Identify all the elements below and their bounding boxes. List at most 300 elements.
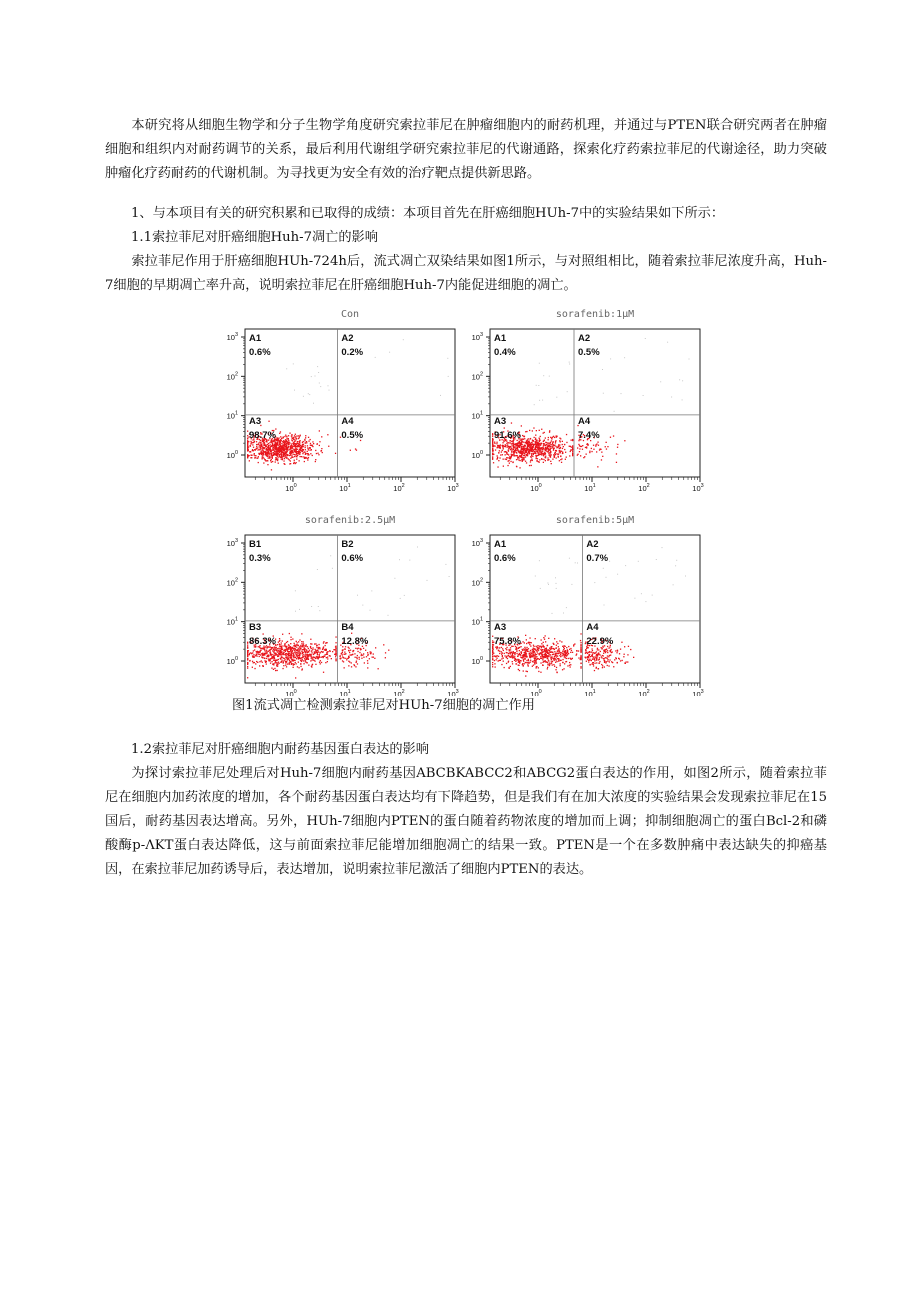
event-dot (253, 656, 254, 657)
event-dot (516, 648, 517, 649)
event-dot (279, 433, 280, 434)
event-dot (247, 450, 248, 451)
event-dot (630, 649, 631, 650)
event-dot (260, 655, 261, 656)
event-dot (689, 359, 690, 360)
event-dot (302, 456, 303, 457)
event-dot (572, 440, 573, 441)
event-dot (274, 454, 275, 455)
event-dot (287, 651, 288, 652)
event-dot (299, 444, 300, 445)
event-dot (541, 643, 542, 644)
event-dot (554, 651, 555, 652)
event-dot (524, 652, 525, 653)
event-dot (542, 654, 543, 655)
event-dot (538, 658, 539, 659)
event-dot (544, 661, 545, 662)
event-dot (273, 441, 274, 442)
event-dot (514, 455, 515, 456)
event-dot (572, 455, 573, 456)
event-dot (287, 454, 288, 455)
event-dot (266, 653, 267, 654)
event-dot (531, 444, 532, 445)
event-dot (307, 445, 308, 446)
event-dot (285, 653, 286, 654)
event-dot (274, 657, 275, 658)
event-dot (298, 667, 299, 668)
event-dot (345, 658, 346, 659)
event-dot (501, 651, 502, 652)
event-dot (586, 661, 587, 662)
event-dot (607, 659, 608, 660)
event-dot (511, 445, 512, 446)
event-dot (247, 448, 248, 449)
event-dot (547, 653, 548, 654)
event-dot (259, 665, 260, 666)
event-dot (247, 666, 248, 667)
event-dot (520, 456, 521, 457)
flow-cytometry-figure (200, 296, 720, 696)
event-dot (256, 444, 257, 445)
event-dot (550, 446, 551, 447)
event-dot (304, 457, 305, 458)
event-dot (323, 642, 324, 643)
event-dot (540, 662, 541, 663)
event-dot (351, 662, 352, 663)
event-dot (562, 444, 563, 445)
event-dot (538, 649, 539, 650)
event-dot (288, 655, 289, 656)
event-dot (289, 443, 290, 444)
event-dot (259, 661, 260, 662)
event-dot (334, 649, 335, 650)
event-dot (530, 443, 531, 444)
event-dot (622, 660, 623, 661)
event-dot (308, 437, 309, 438)
event-dot (285, 457, 286, 458)
event-dot (299, 451, 300, 452)
event-dot (604, 666, 605, 667)
event-dot (356, 657, 357, 658)
event-dot (280, 448, 281, 449)
event-dot (662, 547, 663, 548)
event-dot (291, 439, 292, 440)
x-tick-label: $10^0$ (530, 483, 542, 493)
event-dot (275, 446, 276, 447)
event-dot (539, 448, 540, 449)
event-dot (557, 653, 558, 654)
event-dot (514, 451, 515, 452)
event-dot (598, 445, 599, 446)
event-dot (267, 464, 268, 465)
event-dot (275, 459, 276, 460)
event-dot (289, 459, 290, 460)
event-dot (591, 656, 592, 657)
event-dot (519, 441, 520, 442)
event-dot (526, 441, 527, 442)
event-dot (495, 656, 496, 657)
event-dot (271, 469, 272, 470)
event-dot (335, 659, 336, 660)
event-dot (294, 651, 295, 652)
event-dot (291, 664, 292, 665)
event-dot (342, 652, 343, 653)
event-dot (272, 458, 273, 459)
event-dot (541, 647, 542, 648)
event-dot (275, 442, 276, 443)
event-dot (536, 430, 537, 431)
event-dot (267, 656, 268, 657)
event-dot (588, 652, 589, 653)
event-dot (276, 662, 277, 663)
event-dot (545, 437, 546, 438)
event-dot (280, 662, 281, 663)
event-dot (542, 659, 543, 660)
event-dot (508, 655, 509, 656)
event-dot (497, 457, 498, 458)
event-dot (627, 654, 628, 655)
event-dot (305, 453, 306, 454)
event-dot (295, 447, 296, 448)
event-dot (353, 650, 354, 651)
event-dot (284, 659, 285, 660)
event-dot (593, 657, 594, 658)
event-dot (554, 448, 555, 449)
event-dot (595, 657, 596, 658)
event-dot (523, 442, 524, 443)
event-dot (585, 650, 586, 651)
event-dot (367, 652, 368, 653)
event-dot (334, 654, 335, 655)
event-dot (607, 446, 608, 447)
event-dot (498, 460, 499, 461)
event-dot (263, 451, 264, 452)
event-dot (588, 654, 589, 655)
section-1-heading: 1、与本项目有关的研究积累和已取得的成绩：本项目首先在肝癌细胞HUh-7中的实验结果如下所示： (131, 206, 725, 221)
event-dot (627, 661, 628, 662)
event-dot (292, 650, 293, 651)
event-dot (617, 447, 618, 448)
event-dot (303, 652, 304, 653)
event-dot (447, 358, 448, 359)
event-dot (259, 445, 260, 446)
event-dot (394, 578, 395, 579)
event-dot (541, 653, 542, 654)
event-dot (307, 646, 308, 647)
event-dot (516, 452, 517, 453)
event-dot (555, 446, 556, 447)
event-dot (280, 446, 281, 447)
event-dot (505, 444, 506, 445)
event-dot (602, 655, 603, 656)
event-dot (512, 462, 513, 463)
event-dot (302, 449, 303, 450)
event-dot (269, 659, 270, 660)
event-dot (319, 662, 320, 663)
event-dot (528, 651, 529, 652)
event-dot (537, 458, 538, 459)
event-dot (258, 462, 259, 463)
event-dot (318, 647, 319, 648)
event-dot (355, 648, 356, 649)
event-dot (571, 584, 572, 585)
event-dot (523, 659, 524, 660)
event-dot (499, 651, 500, 652)
event-dot (554, 456, 555, 457)
event-dot (361, 655, 362, 656)
event-dot (589, 452, 590, 453)
event-dot (370, 651, 371, 652)
event-dot (521, 452, 522, 453)
event-dot (596, 662, 597, 663)
event-dot (250, 455, 251, 456)
event-dot (318, 657, 319, 658)
event-dot (296, 446, 297, 447)
event-dot (624, 357, 625, 358)
event-dot (524, 455, 525, 456)
event-dot (551, 454, 552, 455)
event-dot (289, 433, 290, 434)
event-dot (543, 446, 544, 447)
event-dot (340, 658, 341, 659)
event-dot (596, 451, 597, 452)
event-dot (306, 644, 307, 645)
event-dot (589, 659, 590, 660)
event-dot (606, 442, 607, 443)
event-dot (606, 577, 607, 578)
event-dot (511, 451, 512, 452)
event-dot (527, 446, 528, 447)
event-dot (525, 461, 526, 462)
event-dot (279, 644, 280, 645)
event-dot (264, 459, 265, 460)
event-dot (279, 444, 280, 445)
event-dot (536, 458, 537, 459)
event-dot (543, 455, 544, 456)
event-dot (505, 454, 506, 455)
event-dot (566, 434, 567, 435)
event-dot (253, 447, 254, 448)
event-dot (524, 663, 525, 664)
event-dot (319, 610, 320, 611)
event-dot (357, 658, 358, 659)
event-dot (297, 649, 298, 650)
event-dot (291, 434, 292, 435)
quadrant-percentage: 7.4% (578, 429, 600, 441)
event-dot (299, 442, 300, 443)
event-dot (625, 663, 626, 664)
event-dot (317, 366, 318, 367)
event-dot (572, 454, 573, 455)
quadrant-percentage: 0.5% (578, 347, 600, 358)
event-dot (591, 451, 592, 452)
event-dot (527, 455, 528, 456)
event-dot (519, 444, 520, 445)
event-dot (593, 449, 594, 450)
event-dot (569, 446, 570, 447)
event-dot (497, 445, 498, 446)
event-dot (607, 652, 608, 653)
event-dot (286, 457, 287, 458)
event-dot (585, 447, 586, 448)
event-dot (554, 660, 555, 661)
event-dot (343, 657, 344, 658)
event-dot (537, 461, 538, 462)
event-dot (399, 559, 400, 560)
event-dot (597, 649, 598, 650)
event-dot (529, 637, 530, 638)
event-dot (559, 444, 560, 445)
event-dot (527, 662, 528, 663)
event-dot (492, 658, 493, 659)
event-dot (521, 459, 522, 460)
event-dot (348, 665, 349, 666)
event-dot (278, 659, 279, 660)
event-dot (547, 668, 548, 669)
event-dot (312, 649, 313, 650)
event-dot (284, 458, 285, 459)
event-dot (588, 657, 589, 658)
y-tick-label: $10^1$ (226, 410, 238, 421)
event-dot (539, 430, 540, 431)
event-dot (311, 665, 312, 666)
event-dot (306, 649, 307, 650)
event-dot (259, 454, 260, 455)
event-dot (511, 656, 512, 657)
event-dot (350, 650, 351, 651)
event-dot (293, 645, 294, 646)
event-dot (299, 440, 300, 441)
event-dot (606, 448, 607, 449)
event-dot (357, 595, 358, 596)
event-dot (620, 649, 621, 650)
event-dot (307, 458, 308, 459)
event-dot (247, 455, 248, 456)
event-dot (325, 662, 326, 663)
event-dot (294, 439, 295, 440)
event-dot (685, 576, 686, 577)
panel-title: sorafenib:5μM (555, 515, 635, 526)
event-dot (342, 649, 343, 650)
event-dot (571, 440, 572, 441)
event-dot (495, 666, 496, 667)
event-dot (540, 656, 541, 657)
event-dot (323, 647, 324, 648)
event-dot (323, 641, 324, 642)
event-dot (545, 457, 546, 458)
x-tick-label: $10^3$ (447, 689, 459, 696)
x-tick-label: $10^0$ (285, 483, 297, 493)
event-dot (351, 654, 352, 655)
event-dot (299, 650, 300, 651)
event-dot (321, 657, 322, 658)
event-dot (559, 448, 560, 449)
event-dot (570, 658, 571, 659)
event-dot (264, 654, 265, 655)
event-dot (319, 445, 320, 446)
event-dot (304, 648, 305, 649)
event-dot (252, 655, 253, 656)
event-dot (529, 442, 530, 443)
event-dot (526, 671, 527, 672)
event-dot (496, 659, 497, 660)
event-dot (521, 454, 522, 455)
event-dot (533, 444, 534, 445)
event-dot (492, 444, 493, 445)
event-dot (250, 446, 251, 447)
event-dot (293, 660, 294, 661)
event-dot (315, 459, 316, 460)
event-dot (530, 662, 531, 663)
event-dot (555, 440, 556, 441)
event-dot (266, 441, 267, 442)
event-dot (540, 646, 541, 647)
event-dot (676, 560, 677, 561)
event-dot (550, 649, 551, 650)
event-dot (525, 456, 526, 457)
event-dot (542, 662, 543, 663)
event-dot (326, 657, 327, 658)
event-dot (301, 633, 302, 634)
event-dot (599, 662, 600, 663)
event-dot (295, 611, 296, 612)
event-dot (281, 648, 282, 649)
x-tick-label: $10^1$ (339, 483, 351, 493)
intro-paragraph: 本研究将从细胞生物学和分子生物学角度研究索拉菲尼在肿瘤细胞内的耐药机理，并通过与PTEN联合研究两者在肿瘤细胞和组织内对耐药调节的关系，最后利用代谢组学研究索拉菲尼的代谢通路，探索化疗药索拉菲尼的代谢途径，助力突破肿瘤化疗药耐药的代谢机制。为寻找更为安全有效的治疗靶点提供新思路。 (105, 118, 827, 181)
event-dot (497, 655, 498, 656)
event-dot (274, 453, 275, 454)
event-dot (515, 663, 516, 664)
event-dot (295, 590, 296, 591)
event-dot (531, 445, 532, 446)
event-dot (569, 558, 570, 559)
event-dot (506, 459, 507, 460)
event-dot (499, 457, 500, 458)
event-dot (335, 650, 336, 651)
event-dot (506, 663, 507, 664)
event-dot (310, 453, 311, 454)
event-dot (569, 455, 570, 456)
event-dot (299, 646, 300, 647)
event-dot (549, 430, 550, 431)
event-dot (299, 609, 300, 610)
event-dot (367, 663, 368, 664)
event-dot (574, 643, 575, 644)
event-dot (566, 607, 567, 608)
event-dot (496, 459, 497, 460)
event-dot (293, 363, 294, 364)
event-dot (281, 642, 282, 643)
event-dot (522, 457, 523, 458)
event-dot (531, 642, 532, 643)
event-dot (546, 648, 547, 649)
event-dot (549, 376, 550, 377)
event-dot (305, 651, 306, 652)
event-dot (527, 444, 528, 445)
event-dot (558, 661, 559, 662)
event-dot (518, 459, 519, 460)
event-dot (555, 450, 556, 451)
event-dot (525, 675, 526, 676)
event-dot (566, 653, 567, 654)
event-dot (335, 646, 336, 647)
event-dot (667, 342, 668, 343)
event-dot (288, 439, 289, 440)
event-dot (556, 435, 557, 436)
event-dot (365, 650, 366, 651)
quadrant-percentage: 0.2% (341, 347, 364, 358)
event-dot (605, 649, 606, 650)
